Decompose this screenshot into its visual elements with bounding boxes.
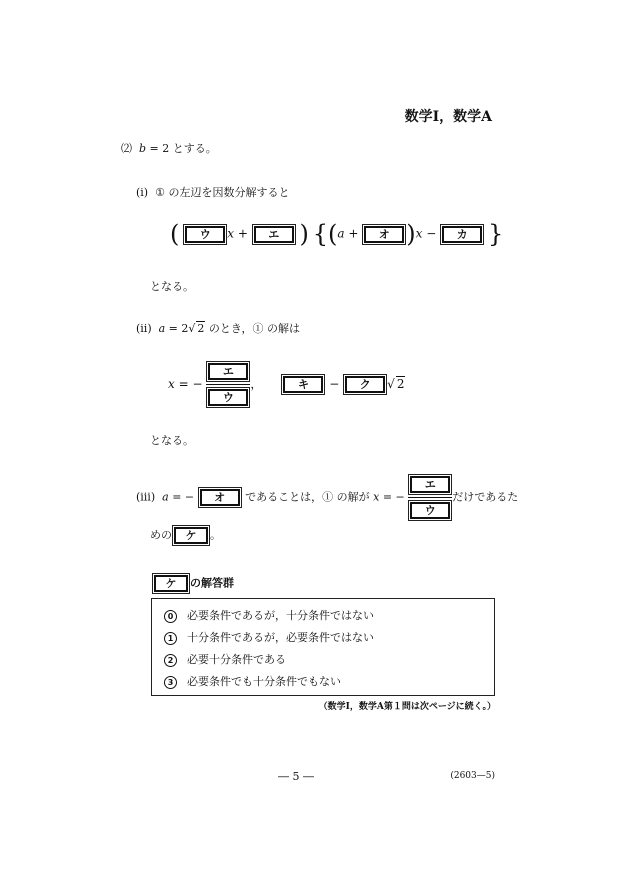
choice-text: 必要条件であるが，十分条件ではない — [187, 609, 374, 622]
sub-iii-label: (ⅲ) — [136, 490, 156, 504]
sub-i-label: (ⅰ) — [136, 186, 149, 199]
inner-right-paren: ) — [406, 220, 416, 248]
answer-box-o[interactable]: オ — [362, 224, 406, 245]
inner-left-paren: ( — [328, 220, 338, 248]
choice-number: 0 — [164, 610, 177, 623]
choice-3[interactable] — [164, 673, 341, 689]
right-paren: ) — [299, 220, 309, 248]
answer-choices — [151, 598, 495, 696]
sub-iii-text3: めの — [150, 528, 172, 542]
sub-ii-result: となる。 — [150, 434, 194, 447]
sub-iii-text1: であることは，① の解が — [245, 490, 370, 504]
sub-iii-statement — [136, 474, 518, 521]
sub-iii-continuation — [150, 525, 221, 546]
fraction — [408, 474, 452, 521]
var-b: b — [139, 142, 147, 155]
sub-iii-eq: = − — [168, 490, 195, 504]
subject-header: 数学Ⅰ，数学A — [404, 109, 492, 125]
answer-box-u[interactable]: ウ — [183, 224, 227, 245]
answer-box-ke[interactable]: ケ — [172, 525, 210, 546]
answer-box-ke-label: ケ — [152, 573, 190, 594]
plus-sign: + — [348, 226, 359, 241]
comma: ， — [250, 377, 263, 391]
choice-text: 必要条件でも十分条件でもない — [187, 675, 341, 688]
choice-text: 十分条件であるが，必要条件ではない — [187, 631, 374, 644]
answer-group-title — [152, 573, 234, 594]
answer-box-o[interactable]: オ — [198, 487, 242, 508]
x-equals: x = − — [373, 490, 405, 504]
answer-box-e[interactable]: エ — [408, 474, 452, 495]
x-equals: x = − — [168, 377, 203, 391]
sqrt-sign: √ — [387, 377, 395, 391]
sub-ii-tail: のとき，① の解は — [205, 322, 300, 335]
sqrt-sign: √ — [188, 322, 196, 335]
answer-box-ki[interactable]: キ — [281, 374, 325, 395]
plus-sign: + — [237, 226, 248, 241]
part-2-label: ⑵ — [121, 142, 132, 155]
solution-expression — [168, 361, 405, 408]
answer-box-ku[interactable]: ク — [343, 374, 387, 395]
answer-box-e[interactable]: エ — [252, 224, 296, 245]
answer-box-u[interactable]: ウ — [206, 387, 250, 408]
fraction — [206, 361, 250, 408]
page-number: ― 5 ― — [278, 770, 314, 783]
sub-ii-label: (ⅱ) — [136, 322, 152, 335]
var-a: a — [337, 226, 345, 241]
continue-note: （数学Ⅰ，数学A第１問は次ページに続く。） — [318, 702, 496, 712]
answer-group-label: の解答群 — [190, 576, 234, 590]
page-code: (2603—5) — [450, 771, 495, 781]
choice-1[interactable] — [164, 629, 374, 645]
var-x: x — [415, 226, 423, 241]
left-paren: ( — [170, 220, 180, 248]
part-2-condition-text: = 2 とする。 — [146, 142, 217, 155]
left-brace: { — [312, 220, 329, 248]
answer-box-e[interactable]: エ — [206, 361, 250, 382]
sub-i-result: となる。 — [150, 280, 194, 293]
factorization-expression — [170, 222, 503, 246]
minus-sign: − — [426, 226, 437, 241]
sub-i-statement — [136, 184, 289, 200]
var-a: a — [162, 490, 169, 504]
right-brace: } — [487, 220, 504, 248]
minus-sign: − — [329, 377, 340, 391]
sub-ii-eq: = 2 — [165, 322, 189, 335]
radicand: 2 — [396, 377, 405, 391]
choice-0[interactable] — [164, 607, 374, 623]
radicand: 2 — [197, 322, 205, 335]
choice-2[interactable] — [164, 651, 286, 667]
choice-number: 1 — [164, 632, 177, 645]
answer-box-ka[interactable]: カ — [440, 224, 484, 245]
choice-number: 2 — [164, 654, 177, 667]
var-x: x — [227, 226, 234, 241]
answer-box-u[interactable]: ウ — [408, 500, 452, 521]
sub-iii-text2: だけであるた — [452, 490, 519, 504]
var-a: a — [158, 322, 166, 335]
sub-ii-statement — [136, 320, 300, 336]
sub-i-text: ① の左辺を因数分解すると — [155, 186, 290, 199]
part-2-condition — [121, 140, 217, 156]
choice-number: 3 — [164, 676, 177, 689]
period: 。 — [210, 528, 221, 542]
choice-text: 必要十分条件である — [187, 653, 286, 666]
